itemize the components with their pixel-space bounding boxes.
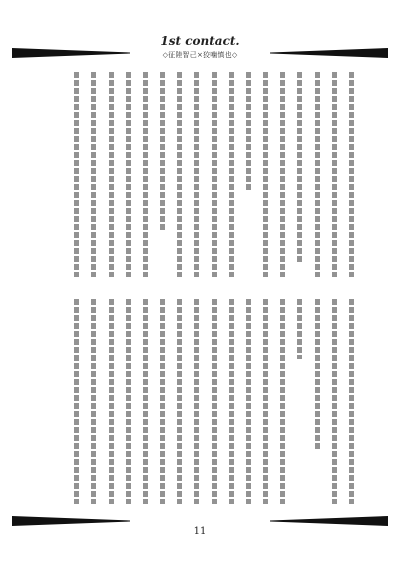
text-column <box>297 72 302 262</box>
text-column <box>143 299 148 504</box>
text-column <box>332 299 337 504</box>
text-column <box>349 299 354 504</box>
text-column <box>177 299 182 504</box>
text-column <box>229 72 234 277</box>
vertical-text-body <box>66 72 358 504</box>
text-column <box>91 72 96 277</box>
text-column <box>177 72 182 277</box>
text-column <box>126 72 131 277</box>
body-lower-block <box>66 299 358 504</box>
text-column <box>246 72 251 192</box>
text-column <box>297 299 302 359</box>
text-column <box>263 72 268 277</box>
text-column <box>109 299 114 504</box>
text-column <box>74 299 79 504</box>
pairing-subtitle: ◇征陸智己×狡噛慎也◇ <box>162 51 238 59</box>
text-column <box>126 299 131 504</box>
text-column <box>160 72 165 232</box>
text-column <box>280 72 285 277</box>
body-upper-block <box>66 72 358 277</box>
text-column <box>109 72 114 277</box>
text-column <box>332 72 337 277</box>
text-column <box>143 72 148 277</box>
text-column <box>194 72 199 277</box>
text-column <box>160 299 165 504</box>
text-column <box>91 299 96 504</box>
text-column <box>315 72 320 277</box>
text-column <box>74 72 79 277</box>
page-number: 11 <box>193 526 207 537</box>
chapter-title: 1st contact. <box>160 34 240 48</box>
text-column <box>212 299 217 504</box>
text-column <box>280 299 285 504</box>
page-header <box>12 34 388 60</box>
footer-rule-right <box>270 516 388 526</box>
text-column <box>194 299 199 504</box>
text-column <box>229 299 234 504</box>
text-column <box>315 299 320 449</box>
text-column <box>212 72 217 277</box>
footer-rule-left <box>12 516 130 526</box>
text-column <box>349 72 354 277</box>
text-column <box>263 299 268 504</box>
page-frame <box>12 10 388 561</box>
text-column <box>246 299 251 504</box>
